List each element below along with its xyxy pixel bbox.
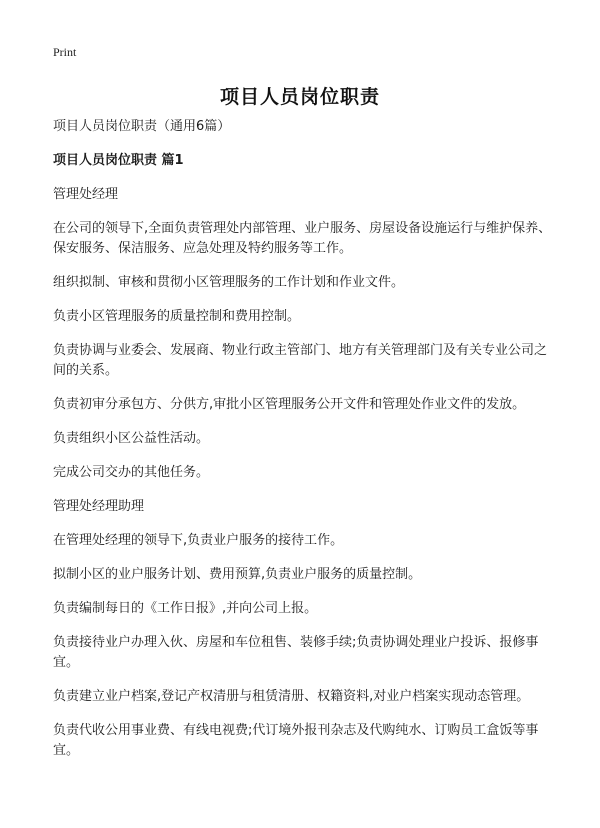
paragraph: 组织拟制、审核和贯彻小区管理服务的工作计划和作业文件。	[53, 275, 405, 290]
paragraph: 负责初审分承包方、分供方,审批小区管理服务公开文件和管理处作业文件的发放。	[53, 397, 526, 412]
paragraph: 拟制小区的业户服务计划、费用预算,负责业户服务的质量控制。	[53, 567, 422, 582]
paragraph: 负责代收公用事业费、有线电视费;代订境外报刊杂志及代购纯水、订购员工盒饭等事宜。	[53, 723, 539, 758]
page-title: 项目人员岗位职责	[219, 86, 380, 108]
print-link[interactable]: Print	[53, 45, 77, 59]
paragraph: 在管理处经理的领导下,负责业户服务的接待工作。	[53, 533, 344, 548]
paragraph: 完成公司交办的其他任务。	[53, 465, 210, 480]
paragraph: 负责接待业户办理入伙、房屋和车位租售、装修手续;负责协调处理业户投诉、报修事宜。	[53, 635, 539, 670]
paragraph: 负责小区管理服务的质量控制和费用控制。	[53, 309, 301, 324]
role-heading: 管理处经理助理	[53, 499, 145, 514]
paragraph: 负责组织小区公益性活动。	[53, 431, 210, 446]
role-heading: 管理处经理	[53, 187, 119, 202]
paragraph: 负责协调与业委会、发展商、物业行政主管部门、地方有关管理部门及有关专业公司之间的关系。	[53, 343, 548, 378]
paragraph: 负责编制每日的《工作日报》,并向公司上报。	[53, 601, 318, 616]
document-body	[53, 117, 553, 775]
paragraph: 在公司的领导下,全面负责管理处内部管理、业户服务、房屋设备设施运行与维护保养、保安服务、保洁服务、应急处理及特约服务等工作。	[53, 221, 552, 256]
doc-subtitle: 项目人员岗位职责（通用6篇）	[53, 119, 231, 134]
paragraph: 负责建立业户档案,登记产权清册与租赁清册、权籍资料,对业户档案实现动态管理。	[53, 689, 530, 704]
section-heading: 项目人员岗位职责 篇1	[53, 153, 184, 168]
